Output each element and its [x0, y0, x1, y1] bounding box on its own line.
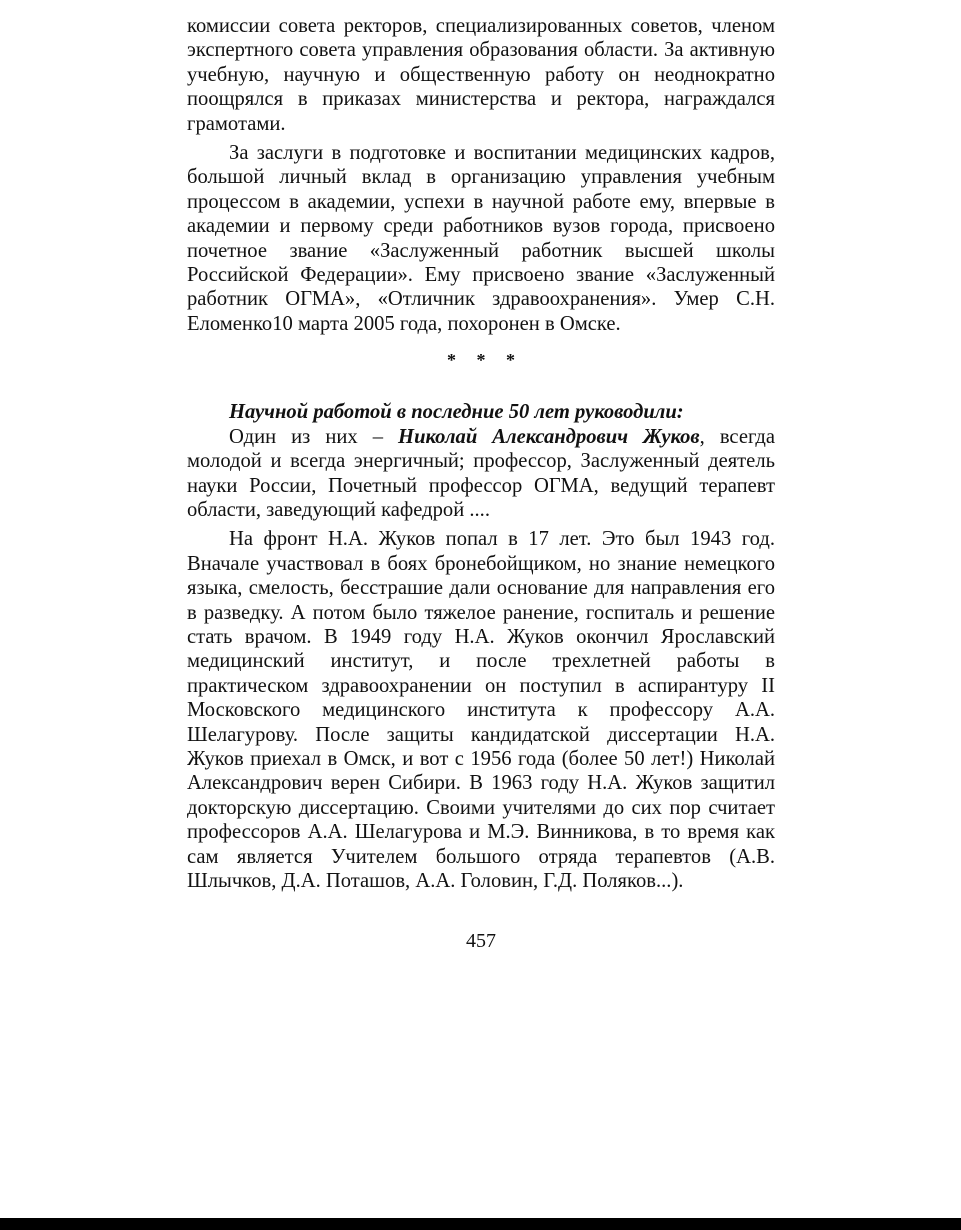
paragraph-3 [187, 425, 775, 523]
paragraph-4: На фронт Н.А. Жуков попал в 17 лет. Это был 1943 год. Вначале участвовал в боях бронебойщиком, но знание немецкого языка, смелость, бесстрашие дали основание для направления его в разведку. А потом было тяжелое ранение, госпиталь и решение стать врачом. В 1949 году Н.А. Жуков окончил Ярославский медицинский институт, и после трехлетней работы в практическом здравоохранении он поступил в аспирантуру II Московского медицинского института к профессору А.А. Шелагурову. После защиты кандидатской диссертации Н.А. Жуков приехал в Омск, и вот с 1956 года (более 50 лет!) Николай Александрович верен Сибири. В 1963 году Н.А. Жуков защитил докторскую диссертацию. Своими учителями до сих пор считает профессоров А.А. Шелагурова и М.Э. Винникова, в то время как сам является Учителем большого отряда терапевтов (А.В. Шлычков, Д.А. Поташов, А.А. Головин, Г.Д. Поляков...). [187, 528, 775, 892]
paragraph-3-start: Один из них – [229, 425, 399, 448]
section-heading: Научной работой в последние 50 лет руководили: [229, 401, 684, 424]
paragraph-2: За заслуги в подготовке и воспитании медицинских кадров, большой личный вклад в организацию управления учебным процессом в академии, успехи в научной работе ему, впервые в академии и первому среди работников вузов города, присвоено почетное звание «Заслуженный работник высшей школы Российской Федерации». Ему присвоено звание «Заслуженный работник ОГМА», «Отличник здравоохранения». Умер С.Н. Еломенко10 марта 2005 года, похоронен в Омске. [187, 142, 775, 335]
paragraph-3-rest: , всегда молодой и всегда энергичный; профессор, Заслуженный деятель науки России, Почетный профессор ОГМА, ведущий терапевт области, заведующий кафедрой .... [187, 425, 775, 521]
page-number: 457 [466, 930, 496, 953]
book-page [187, 14, 775, 954]
scan-bottom-edge [0, 1218, 961, 1230]
paragraph-1: комиссии совета ректоров, специализированных советов, членом экспертного совета управления образования области. За активную учебную, научную и общественную работу он неоднократно поощрялся в приказах министерства и ректора, награждался грамотами. [187, 15, 775, 135]
section-separator: * * * [447, 350, 523, 371]
person-name: Николай Александрович Жуков [398, 425, 700, 448]
